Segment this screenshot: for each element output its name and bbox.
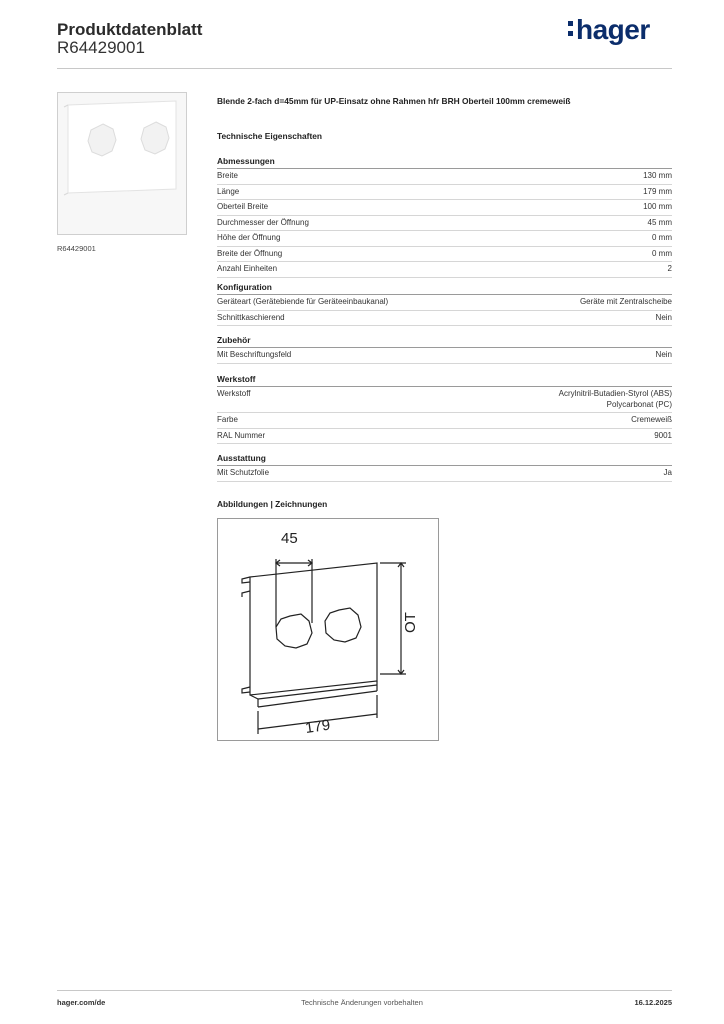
section-abmessungen [217, 154, 672, 278]
section-werkstoff [217, 372, 672, 444]
row-value: Ja [663, 468, 672, 477]
footer-date: 16.12.2025 [634, 998, 672, 1007]
technical-drawing [217, 518, 439, 741]
logo-text: hager [576, 14, 650, 45]
row-value: Nein [655, 350, 672, 359]
section-title: Abmessungen [217, 154, 672, 169]
table-row [217, 466, 672, 482]
row-value: 9001 [654, 430, 672, 440]
row-value: Geräte mit Zentralscheibe [579, 297, 672, 306]
footer-notice: Technische Änderungen vorbehalten [301, 998, 423, 1007]
row-label: Durchmesser der Öffnung [217, 217, 309, 227]
row-label: Geräteart (Gerätebiende für Geräteeinbaukanal) [217, 297, 389, 306]
table-row [217, 348, 672, 364]
row-value: 130 mm [643, 171, 672, 180]
table-row [217, 387, 672, 413]
table-row [217, 295, 672, 311]
row-value: 0 mm [652, 248, 672, 258]
tech-properties-heading: Technische Eigenschaften [217, 131, 323, 141]
row-label: Höhe der Öffnung [217, 233, 281, 242]
footer-website-link[interactable]: hager.com/de [57, 998, 106, 1007]
row-label: Mit Schutzfolie [217, 468, 270, 477]
row-label: Mit Beschriftungsfeld [217, 350, 292, 359]
table-row [217, 247, 672, 263]
row-value: 2 [667, 264, 672, 273]
table-row [217, 262, 672, 278]
table-row [217, 216, 672, 232]
section-title: Ausstattung [217, 451, 672, 466]
table-row [217, 185, 672, 201]
hager-logo [568, 14, 650, 46]
row-value: Nein [655, 312, 672, 322]
row-label: Farbe [217, 415, 238, 424]
row-label: Werkstoff [217, 389, 251, 398]
table-row [217, 413, 672, 429]
row-label: Schnittkaschierend [217, 312, 285, 322]
row-value: 45 mm [647, 217, 672, 227]
row-label: Anzahl Einheiten [217, 264, 278, 273]
dim-length-label: 179 [304, 716, 332, 737]
dim-opening-label: 45 [281, 530, 298, 547]
row-value-line2: Polycarbonat (PC) [606, 400, 672, 409]
product-image [57, 92, 187, 235]
section-konfiguration [217, 280, 672, 326]
table-row [217, 311, 672, 327]
product-description: Blende 2-fach d=45mm für UP-Einsatz ohne Rahmen hfr BRH Oberteil 100mm cremeweiß [217, 96, 571, 106]
row-label: Breite [217, 171, 238, 180]
section-title: Werkstoff [217, 372, 672, 387]
row-label: Oberteil Breite [217, 202, 269, 211]
table-row [217, 231, 672, 247]
row-value: 100 mm [643, 202, 672, 211]
row-value: 0 mm [652, 233, 672, 242]
logo-dots-icon [568, 14, 574, 42]
header-divider [57, 68, 672, 69]
row-label: Länge [217, 186, 240, 196]
article-number: R64429001 [57, 38, 145, 57]
row-label: RAL Nummer [217, 430, 266, 440]
image-caption: R64429001 [57, 244, 96, 253]
dimension-drawing-icon [218, 519, 438, 740]
row-label: Breite der Öffnung [217, 248, 283, 258]
product-plate-icon [58, 93, 186, 234]
row-value-line1: Acrylnitril-Butadien-Styrol (ABS) [558, 389, 672, 398]
table-row [217, 429, 672, 445]
section-title: Zubehör [217, 333, 672, 348]
row-value: Cremeweiß [631, 415, 672, 424]
dim-height-label: OT [402, 612, 419, 633]
table-row [217, 169, 672, 185]
page-title: Produktdatenblatt [57, 20, 203, 39]
section-ausstattung [217, 451, 672, 482]
section-zubehoer [217, 333, 672, 364]
footer-divider [57, 990, 672, 991]
row-value [559, 388, 672, 412]
row-value: 179 mm [643, 186, 672, 196]
section-title: Konfiguration [217, 280, 672, 295]
drawings-heading: Abbildungen | Zeichnungen [217, 499, 328, 509]
table-row [217, 200, 672, 216]
